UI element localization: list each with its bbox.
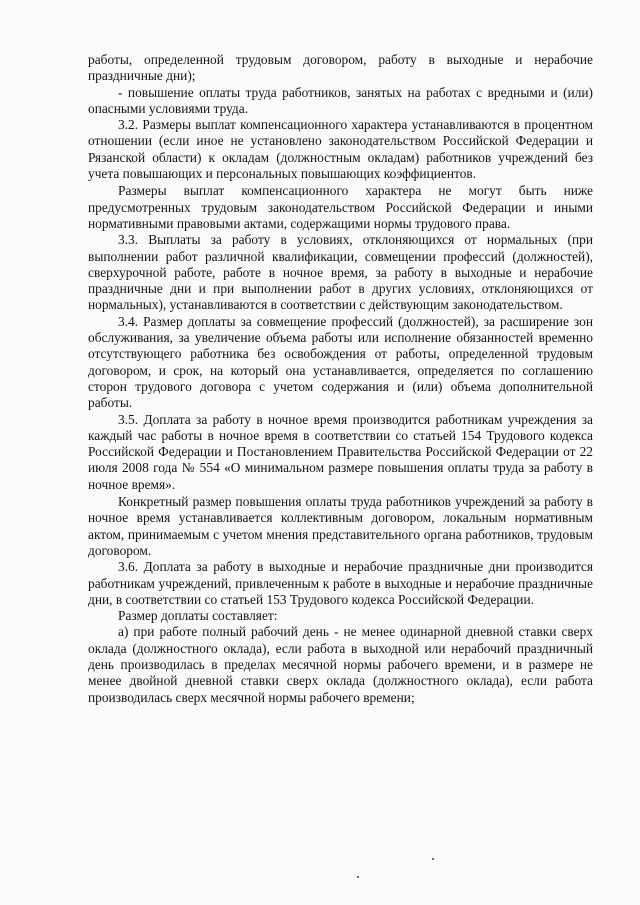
paragraph-bullet-harmful-conditions: - повышение оплаты труда работников, занятых на работах с вредными и (или) опасными условиями труда. [88,84,593,116]
paragraph-3-3: 3.3. Выплаты за работу в условиях, отклоняющихся от нормальных (при выполнении работ различной квалификации, совмещении профессий (должностей), сверхурочной работе, работе в ночное время, за работу в выходные и нерабочие праздничные дни и при выполнении работ в других условиях, отклоняющихся от нормальных), устанавливаются в соответствии с действующим законодательством. [88,232,593,313]
document-page [88,52,593,706]
paragraph-3-5-amount: Конкретный размер повышения оплаты труда работников учреждений за работу в ночное время устанавливается коллективным договором, локальным нормативным актом, принимаемым с учетом мнения представительного органа работников, трудовым договором. [88,494,593,558]
paragraph-3-4: 3.4. Размер доплаты за совмещение профессий (должностей), за расширение зон обслуживания, за увеличение объема работы или исполнение обязанностей временно отсутствующего работника без освобождения от работы, определенной трудовым договором, и срок, на который она устанавливается, определяется по соглашению сторон трудового договора с учетом содержания и (или) объема дополнительной работы. [88,313,593,411]
scan-speck [432,858,434,860]
paragraph-3-5: 3.5. Доплата за работу в ночное время производится работникам учреждения за каждый час работы в ночное время в соответствии со статьей 154 Трудового кодекса Российской Федерации и Постановлением Правительства Российской Федерации от 22 июля 2008 года № 554 «О минимальном размере повышения оплаты труда за работу в ночное время». [88,411,593,492]
paragraph-item-a: а) при работе полный рабочий день - не менее одинарной дневной ставки сверх оклада (должностного оклада), если работа в выходной или нерабочий праздничный день производилась в пределах месячной нормы рабочего времени, и в размере не менее двойной дневной ставки сверх оклада (должностного оклада), если работа производилась сверх месячной нормы рабочего времени; [88,624,593,705]
paragraph-3-6: 3.6. Доплата за работу в выходные и нерабочие праздничные дни производится работникам учреждений, привлеченным к работе в выходные и нерабочие праздничные дни, в соответствии со статьей 153 Трудового кодекса Российской Федерации. [88,559,593,607]
paragraph-3-2: 3.2. Размеры выплат компенсационного характера устанавливаются в процентном отношении (если иное не установлено законодательством Российской Федерации и Рязанской области) к окладам (должностным окладам) работников учреждений без учета повышающих и персональных повышающих коэффициентов. [88,117,593,182]
scan-speck [357,876,359,878]
paragraph-3-2-minimum: Размеры выплат компенсационного характера не могут быть ниже предусмотренных трудовым законодательством Российской Федерации и иными нормативными правовыми актами, содержащими нормы трудового права. [88,183,593,231]
paragraph-continuation-dayoff: работы, определенной трудовым договором, работу в выходные и нерабочие праздничные дни); [88,52,593,84]
paragraph-amount-label: Размер доплаты составляет: [118,608,278,624]
